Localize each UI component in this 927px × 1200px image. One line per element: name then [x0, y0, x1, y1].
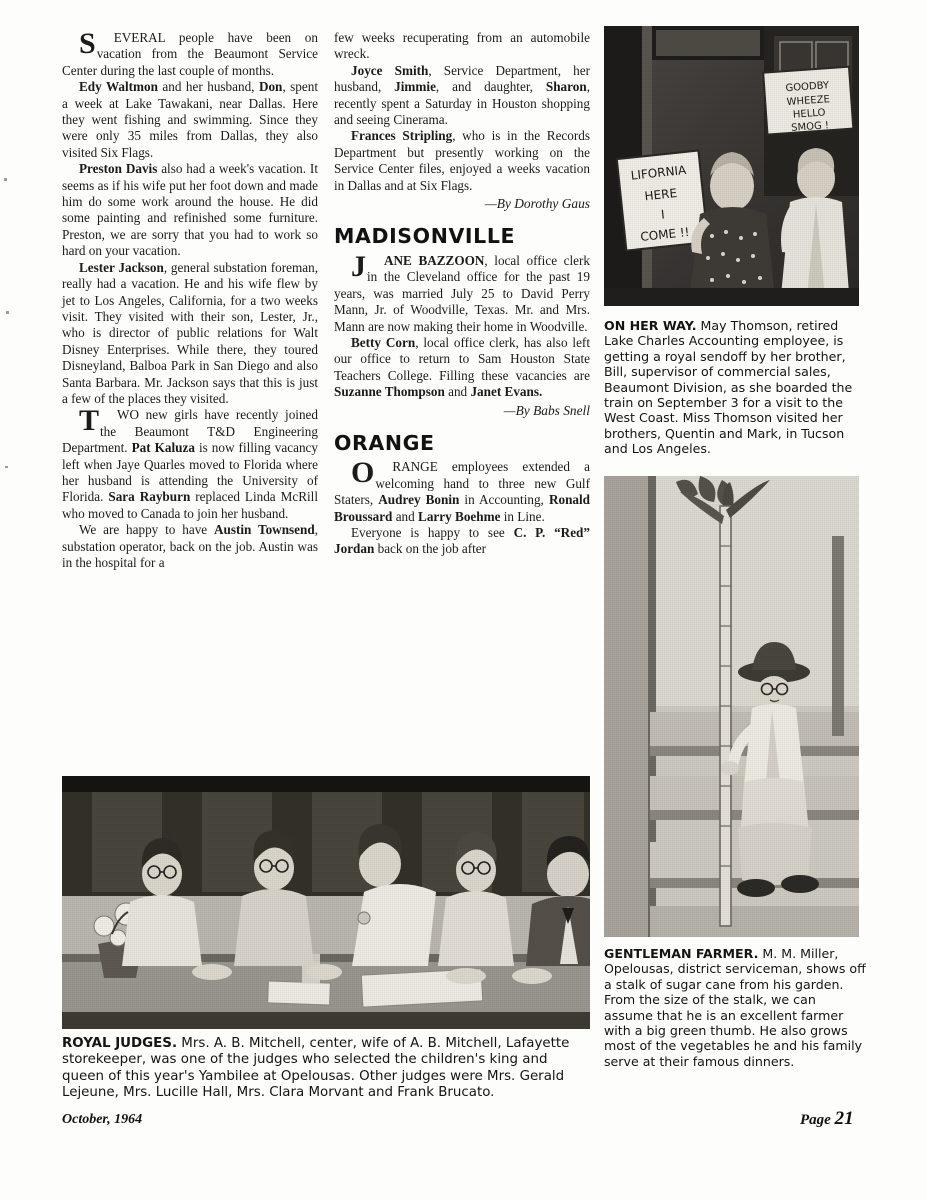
col2-para-2-run-3: , and daughter,	[435, 79, 546, 95]
col2-madisonville-para-2-run-2: Suzanne Thompson	[334, 384, 445, 400]
photo-grain	[604, 476, 859, 937]
col1-para-5-run-1: Pat Kaluza	[131, 440, 195, 456]
col2-madisonville-para-2-run-1: , local office clerk, has also left our office to return to Sam Houston State Teachers College. Filling these vacancies are	[334, 334, 590, 383]
caption-gentleman-farmer	[604, 946, 866, 1069]
col2-madisonville-para-2	[334, 335, 590, 401]
col1-para-5-run-2: is now filling vacancy left when Jaye Quarles moved to Florida where her husband is attending the University of Florida.	[62, 440, 319, 505]
page-label: Page	[800, 1112, 831, 1128]
col2-para-3-run-1: , who is in the Records Department but presently working on the Service Center files, enjoyed a weeks vacation in Dallas and at Six Flags.	[334, 128, 591, 193]
caption-text: M. M. Miller, Opelousas, district serviceman, shows off a stalk of sugar cane from his garden. From the size of the stalk, we can assume that he is an excellent farmer with a big green thumb. He also grows most of the vegetables he and his family serve at their famous dinners.	[604, 946, 866, 1069]
svg-text:GOODBY: GOODBY	[785, 80, 830, 95]
col2-orange-para-2-run-0: Everyone is happy to see	[351, 524, 514, 540]
caption-lead: ON HER WAY.	[604, 318, 697, 333]
caption-may-thomson	[604, 318, 862, 457]
col2-para-3	[334, 128, 590, 194]
col1-para-2-run-2: Don	[258, 79, 283, 95]
issue-date: October, 1964	[62, 1112, 143, 1127]
col2-orange-para-1-run-2: in Accounting,	[459, 492, 549, 508]
col2-madisonville-para-2-run-4: Janet Evans.	[470, 384, 543, 400]
photo-grain	[604, 26, 859, 306]
col2-para-2-run-4: Sharon	[545, 79, 587, 95]
article-column-left	[62, 27, 319, 571]
scan-speck	[4, 178, 7, 181]
svg-text:COME !!: COME !!	[639, 224, 691, 245]
caption-royal-judges	[62, 1036, 592, 1102]
col2-orange-para-2-run-2: back on the job after	[374, 541, 486, 557]
col2-madisonville-para-1-run-1: , local office clerk in the Cleveland office for the past 19 years, was married July 25 to David Perry Mann, Jr. of Woodville, Texas. Mr. and Mrs. Mann are now making their home in Woodville.	[334, 252, 591, 334]
photo-grain	[62, 776, 590, 1029]
col1-para-4	[62, 260, 318, 408]
col2-orange-para-1-run-3: Ronald Broussard	[334, 492, 590, 524]
col2-para-2-run-5: , recently spent a Saturday in Houston shopping and seeing Cinerama.	[334, 79, 590, 128]
col1-para-5-dropcap: T	[79, 404, 100, 438]
caption-text: Mrs. A. B. Mitchell, center, wife of A. B. Mitchell, Lafayette storekeeper, was one of the judges who selected the children's king and queen of this year's Yambilee at Opelousas. Other judges were Mrs. Gerald Lejeune, Mrs. Lucille Hall, Mrs. Clara Morvant and Frank Brucato.	[62, 1036, 570, 1101]
svg-text:HERE: HERE	[643, 186, 678, 204]
caption-lead: ROYAL JUDGES.	[62, 1036, 178, 1051]
caption-lead: GENTLEMAN FARMER.	[604, 946, 759, 961]
col2-orange-para-1	[334, 456, 590, 525]
col2-para-2-run-1: , Service Department, her husband,	[334, 62, 590, 95]
col2-para-3-run-0: Frances Stripling	[351, 128, 453, 144]
col2-madisonville-para-2-run-3: and	[444, 384, 471, 400]
page-number: 21	[834, 1108, 854, 1129]
svg-text:I: I	[660, 207, 666, 222]
col1-para-6-run-1: Austin Townsend	[214, 522, 315, 538]
col2-madisonville-para-1	[334, 249, 591, 335]
col2-orange-para-2-run-1: C. P. “Red” Jordan	[334, 524, 590, 557]
col2-madisonville-para-2-run-0: Betty Corn	[351, 334, 416, 350]
col2-orange-para-1-run-5: Larry Boehme	[418, 508, 501, 524]
scan-speck	[6, 311, 9, 314]
col2-para-2	[334, 63, 590, 129]
col1-para-3-run-1: also had a week's vacation. It seems as if his wife put her foot down and made him do some work around the house. He did some painting and refinished some furniture. Preston, we are sorry that you had to work so hard on your vacation.	[62, 161, 318, 259]
col2-orange-para-1-run-0: RANGE employees extended a welcoming hand to three new Gulf Staters,	[334, 459, 590, 508]
col1-para-1-dropcap: S	[79, 27, 96, 60]
byline-babs-snell: —By Babs Snell	[503, 402, 590, 418]
scan-speck	[5, 466, 8, 468]
col1-para-2	[62, 79, 318, 161]
col2-madisonville-para-1-run-0: ANE BAZZOON	[384, 252, 485, 268]
col1-para-5-run-4: replaced Linda McRill who moved to Canada to join her husband.	[62, 489, 318, 521]
col2-para-1: few weeks recuperating from an automobile wreck.	[334, 30, 590, 62]
col2-orange-para-1-run-6: in Line.	[500, 508, 545, 524]
section-heading-orange: ORANGE	[334, 430, 435, 455]
col2-orange-para-2	[334, 525, 590, 558]
article-column-middle	[334, 30, 590, 558]
col1-para-6-run-0: We are happy to have	[79, 522, 214, 538]
svg-text:WHEEZE: WHEEZE	[786, 94, 831, 109]
col1-para-3-run-0: Preston Davis	[79, 161, 158, 177]
col1-para-2-run-3: , spent a week at Lake Tawakani, near Dallas. Here they went fishing and swimming. Since they were only 35 miles from Dallas, they also visited Six Flags.	[62, 79, 318, 160]
col1-para-3	[62, 161, 318, 259]
svg-text:HELLO: HELLO	[792, 107, 826, 121]
col2-madisonville-para-1-dropcap: J	[351, 249, 366, 283]
col1-para-5-body	[62, 404, 319, 521]
page-footer	[800, 1108, 854, 1130]
col1-para-1-body: EVERAL people have been on vacation from the Beaumont Service Center during the last couple of months.	[62, 30, 318, 78]
photo-may-thomson	[604, 26, 859, 306]
col2-orange-para-1-dropcap: O	[351, 456, 375, 490]
caption-text: May Thomson, retired Lake Charles Accounting employee, is getting a royal sendoff by her brother, Bill, supervisor of commercial sales, Beaumont Division, as she boarded the train on September 3 for a visit to the West Coast. Miss Thomson visited her brothers, Quentin and Mark, in Tucson and Los Angeles.	[604, 318, 853, 457]
col1-para-5-run-3: Sara Rayburn	[108, 489, 191, 505]
svg-text:LIFORNIA: LIFORNIA	[630, 162, 687, 183]
col2-orange-para-1-run-4: and	[392, 508, 419, 524]
svg-text:SMOG !: SMOG !	[790, 120, 830, 134]
col2-para-2-run-2: Jimmie	[394, 79, 436, 95]
col1-para-5	[62, 404, 319, 522]
col2-orange-para-1-run-1: Audrey Bonin	[378, 492, 460, 508]
col1-para-6	[62, 522, 318, 571]
col1-para-5-run-0: WO new girls have recently joined the Beaumont T&D Engineering Department.	[62, 407, 318, 456]
col1-para-6-run-2: , substation operator, back on the job. Austin was in the hospital for a	[62, 522, 318, 570]
col2-madisonville-para-1-body	[334, 249, 591, 334]
byline-dorothy-gaus: —By Dorothy Gaus	[484, 196, 590, 212]
col1-para-4-run-1: , general substation foreman, really had a vacation. He and his wife flew by jet to Los Angeles, California, for a two weeks visit. They visited with their son, Lester, Jr., who is director of public relations for Walt Disney Enterprises. While there, they toured Disneyland, Balboa Park in San Diego and also Santa Barbara. Mr. Jackson says that this is just a few of the places they visited.	[62, 259, 318, 406]
col1-para-2-run-1: and her husband,	[157, 79, 259, 95]
col2-para-2-run-0: Joyce Smith	[351, 62, 429, 78]
col1-para-1	[62, 27, 318, 79]
photo-royal-judges	[62, 776, 590, 1029]
photo-gentleman-farmer	[604, 476, 859, 937]
col1-para-4-run-0: Lester Jackson	[79, 259, 164, 275]
section-heading-madisonville: MADISONVILLE	[334, 224, 516, 249]
col1-para-2-run-0: Edy Waltmon	[79, 79, 158, 95]
